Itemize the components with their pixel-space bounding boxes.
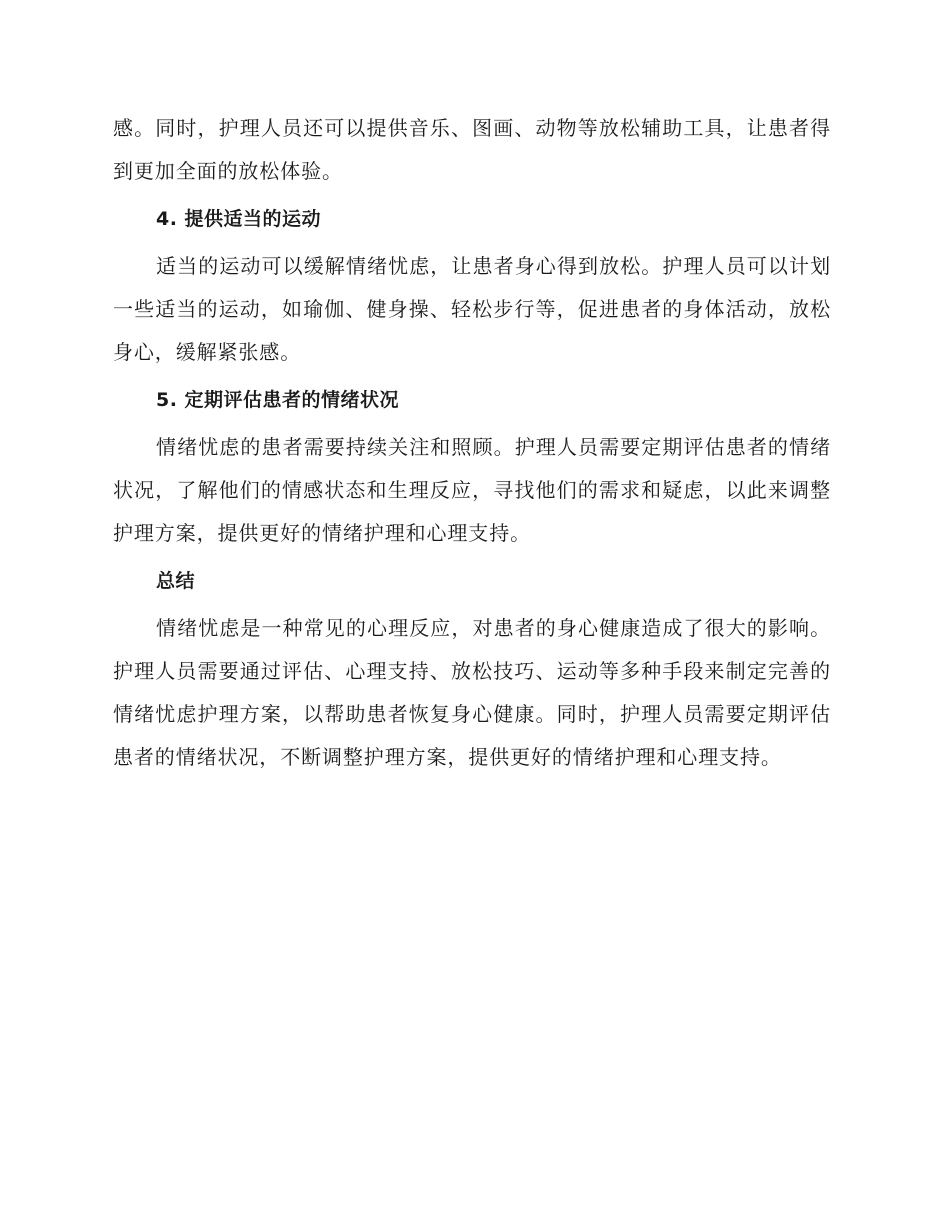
section-body-exercise: 适当的运动可以缓解情绪忧虑，让患者身心得到放松。护理人员可以计划一些适当的运动，如瑜伽、健身操、轻松步行等，促进患者的身体活动，放松身心，缓解紧张感。 xyxy=(113,254,831,364)
section-heading-exercise: 4. 提供适当的运动 xyxy=(156,208,322,230)
section-body-summary: 情绪忧虑是一种常见的心理反应，对患者的身心健康造成了很大的影响。护理人员需要通过评估、心理支持、放松技巧、运动等多种手段来制定完善的情绪忧虑护理方案，以帮助患者恢复身心健康。同时，护理人员需要定期评估患者的情绪状况，不断调整护理方案，提供更好的情绪护理和心理支持。 xyxy=(113,616,831,769)
section-heading-assessment: 5. 定期评估患者的情绪状况 xyxy=(156,389,400,411)
document-body xyxy=(113,107,831,779)
section-heading-summary: 总结 xyxy=(156,570,196,592)
section-body-assessment: 情绪忧虑的患者需要持续关注和照顾。护理人员需要定期评估患者的情绪状况，了解他们的情感状态和生理反应，寻找他们的需求和疑虑，以此来调整护理方案，提供更好的情绪护理和心理支持。 xyxy=(113,435,831,545)
continuation-paragraph: 感。同时，护理人员还可以提供音乐、图画、动物等放松辅助工具，让患者得到更加全面的放松体验。 xyxy=(113,116,831,183)
